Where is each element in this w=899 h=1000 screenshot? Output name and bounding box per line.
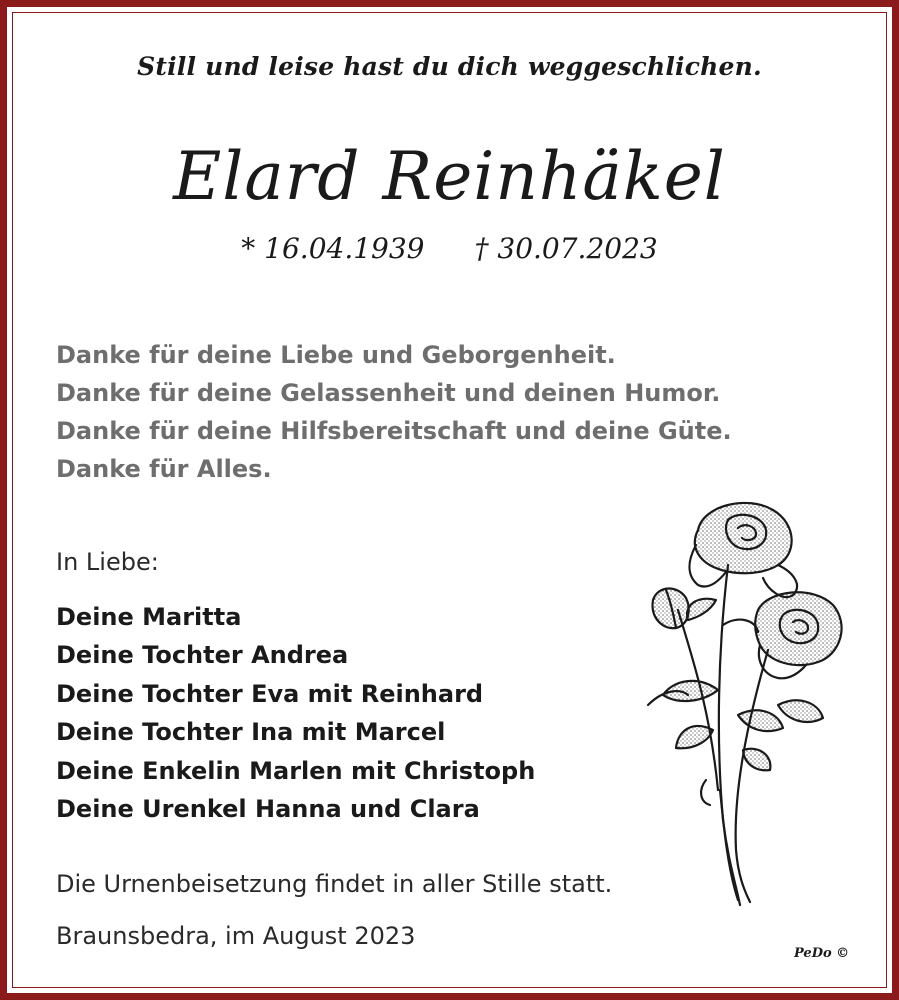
family-list	[56, 598, 535, 828]
thanks-line: Danke für deine Hilfsbereitschaft und deine Güte.	[56, 417, 732, 445]
birth-date: * 16.04.1939	[241, 232, 425, 265]
thanks-line: Danke für Alles.	[56, 455, 272, 483]
thanks-line: Danke für deine Liebe und Geborgenheit.	[56, 341, 616, 369]
family-member: Deine Enkelin Marlen mit Christoph	[56, 756, 536, 785]
burial-note: Die Urnenbeisetzung findet in aller Stille statt.	[56, 870, 613, 898]
family-member: Deine Tochter Ina mit Marcel	[56, 718, 446, 747]
life-dates	[0, 232, 899, 265]
credit-mark: PeDo ©	[794, 946, 850, 961]
thanks-line: Danke für deine Gelassenheit und deinen Humor.	[56, 379, 721, 407]
roses-illustration	[618, 490, 848, 915]
in-love-label: In Liebe:	[56, 548, 159, 576]
place-date: Braunsbedra, im August 2023	[56, 922, 416, 950]
family-member: Deine Urenkel Hanna und Clara	[56, 795, 480, 824]
family-member: Deine Maritta	[56, 603, 242, 631]
family-member: Deine Tochter Andrea	[56, 641, 349, 670]
motto: Still und leise hast du dich weggeschlichen.	[137, 52, 762, 81]
thanks-block	[56, 336, 732, 488]
death-date: † 30.07.2023	[474, 232, 658, 265]
deceased-name: Elard Reinhäkel	[173, 138, 726, 215]
family-member: Deine Tochter Eva mit Reinhard	[56, 679, 484, 708]
